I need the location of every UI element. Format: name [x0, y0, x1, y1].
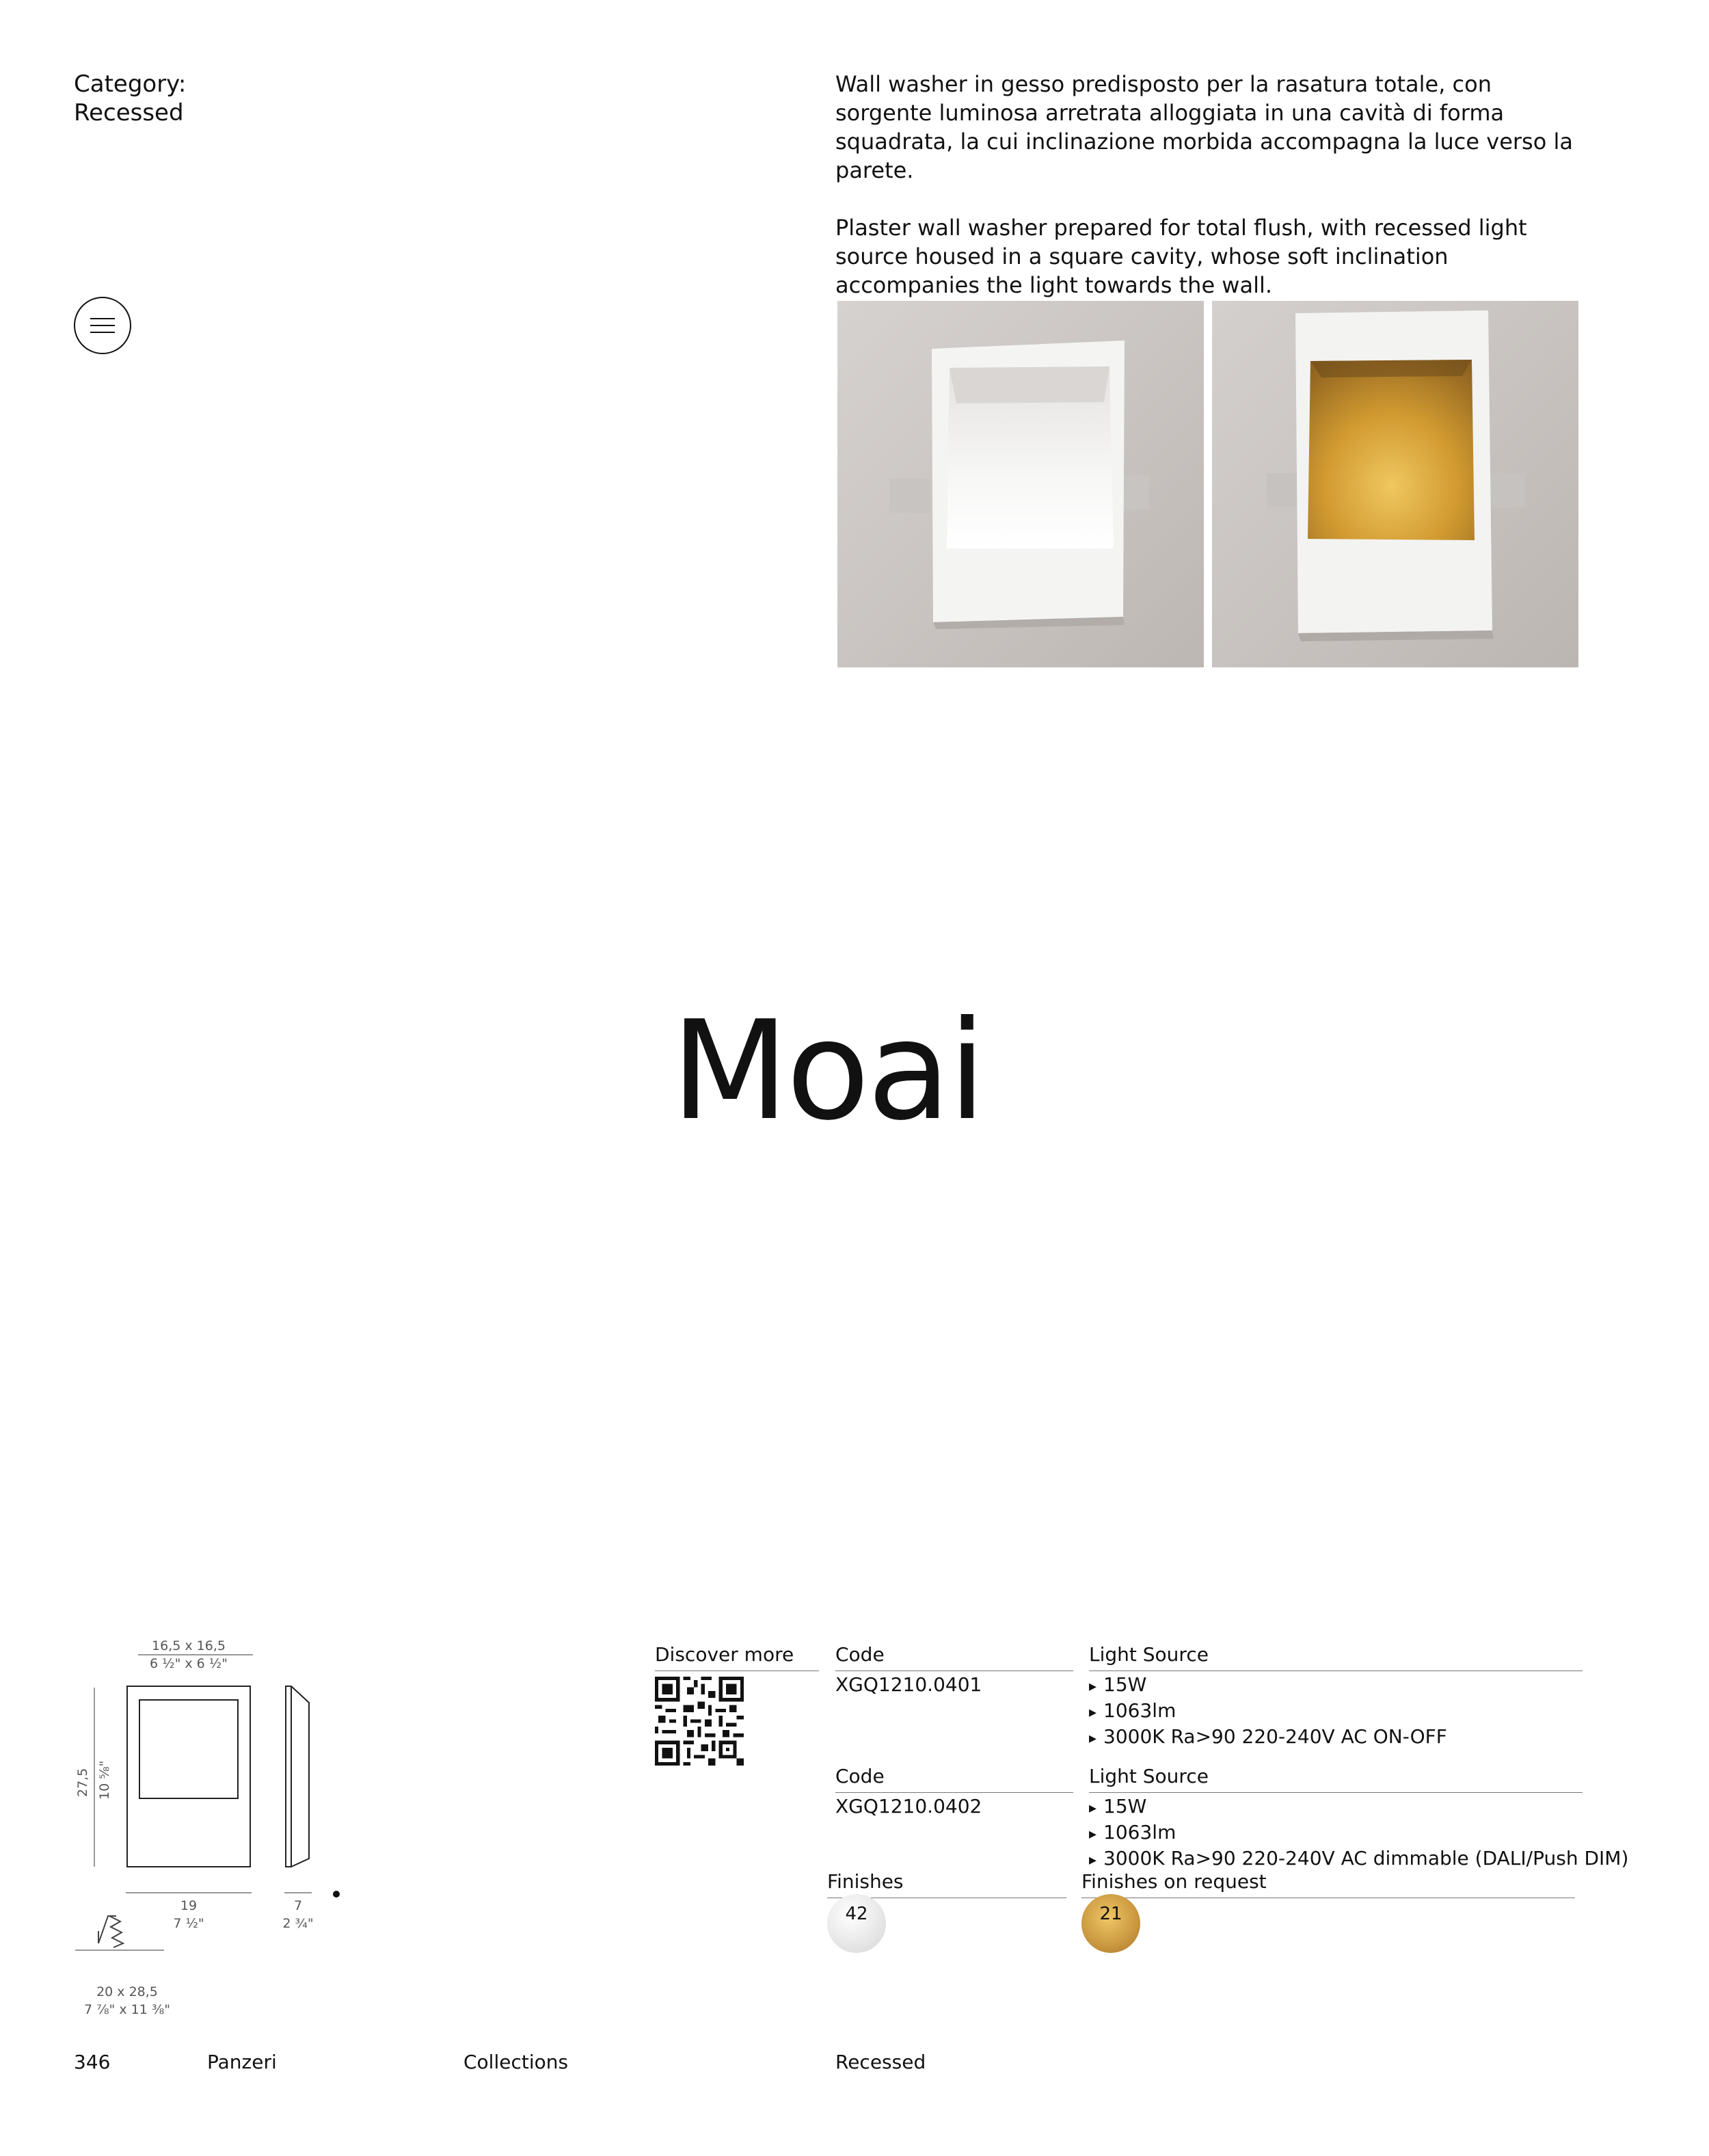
- spec-lumen: ▸ 1063lm: [1089, 1699, 1447, 1725]
- finish-swatch-gold[interactable]: [1081, 1894, 1140, 1953]
- dimension-width-cm: 19: [180, 1898, 198, 1913]
- dimension-top-cm: 16,5 x 16,5: [152, 1638, 226, 1653]
- description-english: Plaster wall washer prepared for total flush, with recessed light source housed in a square cavity, whose soft inclination accompanies the light towards the wall.: [835, 215, 1527, 298]
- product-title: Moai: [671, 992, 984, 1151]
- page-number: 346: [74, 2051, 111, 2073]
- qr-code-icon[interactable]: [655, 1677, 744, 1766]
- light-source-label: Light Source: [1089, 1765, 1209, 1787]
- dimension-height-in: 10 ⅝": [97, 1760, 112, 1800]
- product-code: XGQ1210.0402: [835, 1795, 982, 1818]
- dimension-height-cm: 27,5: [75, 1768, 90, 1797]
- finish-swatch-white[interactable]: [827, 1894, 886, 1953]
- product-description: [835, 70, 1587, 328]
- footer-brand[interactable]: Panzeri: [207, 2051, 277, 2073]
- dimension-width-in: 7 ½": [173, 1916, 204, 1931]
- menu-icon: [90, 318, 115, 333]
- product-photo-white: [837, 301, 1204, 667]
- light-source-specs: [1089, 1673, 1447, 1751]
- spec-driver: ▸ 3000K Ra>90 220-240V AC dimmable (DALI/Push DIM): [1089, 1846, 1628, 1872]
- finish-code: 42: [845, 1904, 868, 1924]
- product-photo-gold: [1212, 301, 1578, 667]
- divider: [1089, 1792, 1583, 1793]
- spec-power: ▸ 15W: [1089, 1673, 1447, 1699]
- dimension-top-in: 6 ½" x 6 ½": [150, 1656, 228, 1671]
- dimension-depth-in: 2 ¾": [282, 1916, 314, 1931]
- category-label: Category:: [74, 70, 187, 98]
- technical-drawing: [68, 1653, 355, 2023]
- footer-section[interactable]: Collections: [463, 2051, 569, 2073]
- divider: [835, 1792, 1073, 1793]
- finishes-label: Finishes: [827, 1870, 904, 1893]
- spec-lumen: ▸ 1063lm: [1089, 1820, 1628, 1846]
- spec-driver: ▸ 3000K Ra>90 220-240V AC ON-OFF: [1089, 1725, 1447, 1751]
- spec-power: ▸ 15W: [1089, 1794, 1628, 1820]
- dimension-width: [120, 1897, 257, 1932]
- footer-category[interactable]: Recessed: [835, 2051, 926, 2073]
- finishes-on-request-label: Finishes on request: [1081, 1870, 1267, 1893]
- category-value: Recessed: [74, 99, 184, 127]
- dimension-depth: [271, 1897, 325, 1932]
- code-label: Code: [835, 1765, 885, 1787]
- category-block: [74, 70, 186, 127]
- finish-code: 21: [1099, 1904, 1122, 1924]
- dimension-cutout: [66, 1983, 189, 2019]
- dimension-cutout-in: 7 ⅞" x 11 ⅜": [84, 2002, 170, 2017]
- code-label: Code: [835, 1643, 885, 1666]
- light-source-label: Light Source: [1089, 1643, 1209, 1666]
- product-code: XGQ1210.0401: [835, 1673, 982, 1696]
- dimension-depth-cm: 7: [293, 1898, 303, 1913]
- light-source-specs: [1089, 1794, 1628, 1872]
- menu-button[interactable]: [74, 297, 131, 354]
- discover-more-label: Discover more: [655, 1643, 794, 1666]
- description-italian: Wall washer in gesso predisposto per la rasatura totale, con sorgente luminosa arretrata alloggiata in una cavità di forma squadrata, la cui inclinazione morbida accompagna la luce verso la parete.: [835, 71, 1573, 183]
- dimension-cutout-cm: 20 x 28,5: [96, 1984, 158, 1999]
